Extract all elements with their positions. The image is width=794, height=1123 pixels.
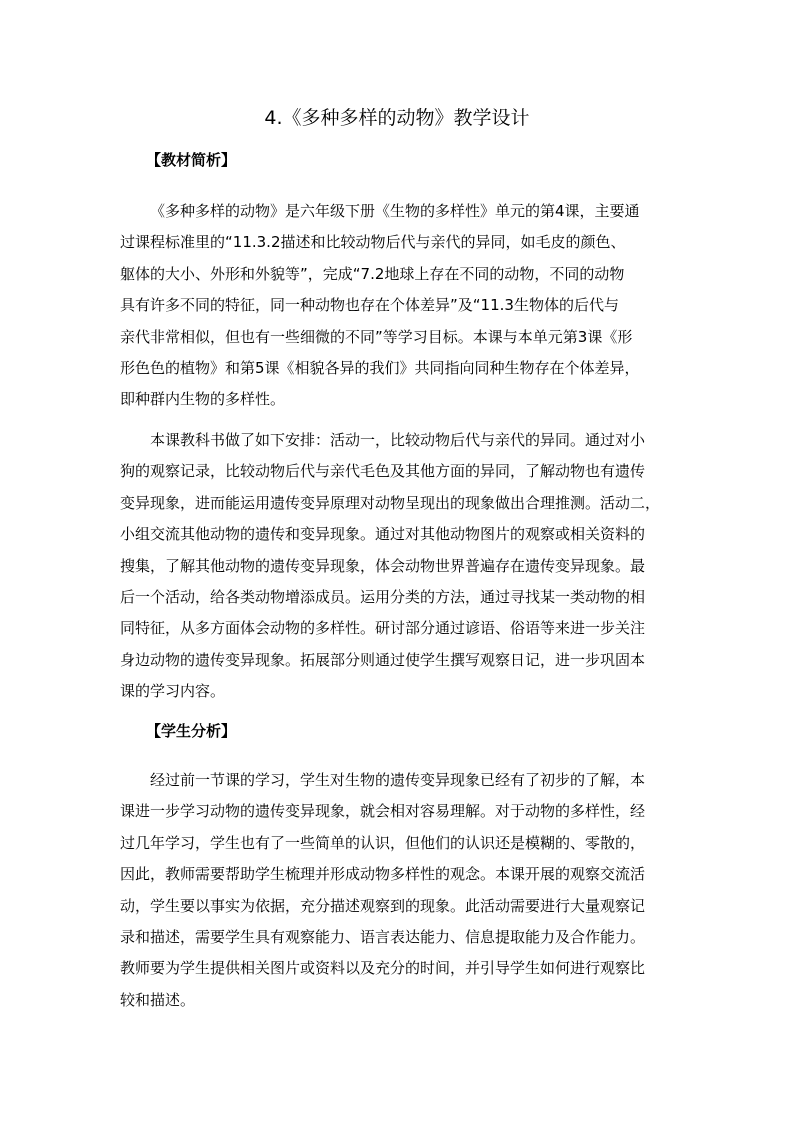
paragraph-line: 躯体的大小、外形和外貌等”，完成“7.2地球上存在不同的动物，不同的动物 [120,264,625,283]
paragraph-line: 搜集，了解其他动物的遗传变异现象，体会动物世界普遍存在遗传变异现象。最 [120,556,646,575]
paragraph-textbook-1 [120,196,680,416]
section-heading-student-analysis: 【学生分析】 [146,722,237,740]
paragraph-line: 身边动物的遗传变异现象。拓展部分则通过使学生撰写观察日记，进一步巩固本 [120,650,646,669]
paragraph-line: 亲代非常相似，但也有一些细微的不同”等学习目标。本课与本单元第3课《形 [120,327,633,346]
paragraph-line: 狗的观察记录，比较动物后代与亲代毛色及其他方面的异同，了解动物也有遗传 [120,462,646,481]
section-heading-textbook-analysis: 【教材简析】 [146,151,237,169]
paragraph-line: 具有许多不同的特征，同一种动物也存在个体差异”及“11.3生物体的后代与 [120,296,619,315]
paragraph-textbook-2 [120,425,680,708]
paragraph-line: 变异现象，进而能运用遗传变异原理对动物呈现出的现象做出合理推测。活动二， [120,493,661,512]
paragraph-student-1 [120,765,680,1016]
paragraph-line: 因此，教师需要帮助学生梳理并形成动物多样性的观念。本课开展的观察交流活 [120,865,646,884]
paragraph-line: 课进一步学习动物的遗传变异现象，就会相对容易理解。对于动物的多样性，经 [120,802,646,821]
paragraph-line: 本课教科书做了如下安排：活动一，比较动物后代与亲代的异同。通过对小 [150,431,646,449]
document-title: 4.《多种多样的动物》教学设计 [264,107,530,129]
paragraph-line: 后一个活动，给各类动物增添成员。运用分类的方法，通过寻找某一类动物的相 [120,587,646,606]
paragraph-line: 动，学生要以事实为依据，充分描述观察到的现象。此活动需要进行大量观察记 [120,896,646,915]
paragraph-line: 较和描述。 [120,990,196,1009]
paragraph-line: 即种群内生物的多样性。 [120,390,286,409]
paragraph-line: 经过前一节课的学习，学生对生物的遗传变异现象已经有了初步的了解，本 [150,771,646,789]
paragraph-line: 教师要为学生提供相关图片或资料以及充分的时间，并引导学生如何进行观察比 [120,959,646,978]
paragraph-line: 录和描述，需要学生具有观察能力、语言表达能力、信息提取能力及合作能力。 [120,927,646,946]
paragraph-line: 同特征，从多方面体会动物的多样性。研讨部分通过谚语、俗语等来进一步关注 [120,619,646,638]
paragraph-line: 小组交流其他动物的遗传和变异现象。通过对其他动物图片的观察或相关资料的 [120,525,646,544]
paragraph-line: 《多种多样的动物》是六年级下册《生物的多样性》单元的第4课，主要通 [150,202,640,220]
paragraph-line: 课的学习内容。 [120,682,226,701]
paragraph-line: 过几年学习，学生也有了一些简单的认识，但他们的认识还是模糊的、零散的， [120,833,646,852]
paragraph-line: 过课程标准里的“11.3.2描述和比较动物后代与亲代的异同，如毛皮的颜色、 [120,233,626,252]
paragraph-line: 形色色的植物》和第5课《相貌各异的我们》共同指向同种生物存在个体差异， [120,358,640,377]
